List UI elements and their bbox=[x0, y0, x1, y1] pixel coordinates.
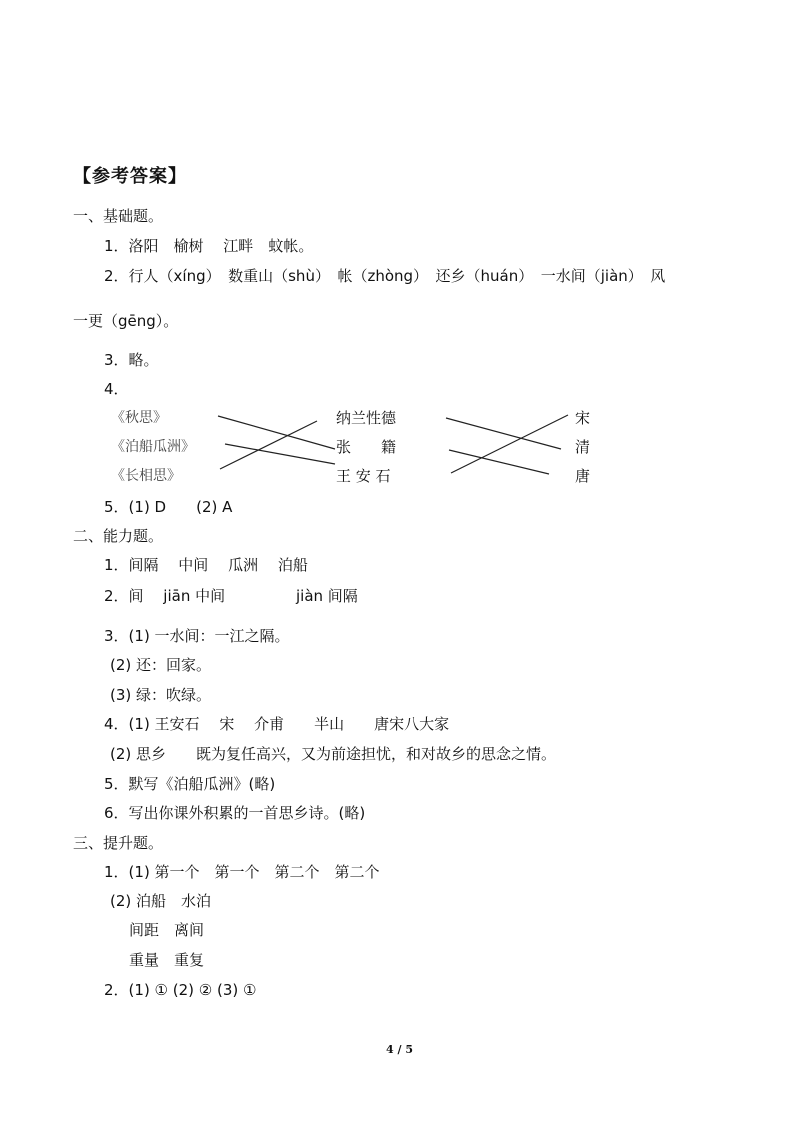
author-zhang-ji: 张 籍 bbox=[336, 438, 397, 456]
poem-changxiangsi: 《长相思》 bbox=[111, 468, 181, 484]
section-1-title: 一、基础题。 bbox=[73, 207, 164, 225]
s1-q2-line1: 2．行人（xíng） 数重山（shù） 帐（zhòng） 还乡（huán） 一水间（jiàn） 风 bbox=[104, 267, 666, 285]
s2-q3-1: 3．(1) 一水间：一江之隔。 bbox=[104, 627, 290, 645]
s3-q1-3: 间距 离间 bbox=[129, 921, 205, 939]
dynasty-qing: 清 bbox=[575, 438, 591, 456]
s3-q1-1: 1．(1) 第一个 第一个 第二个 第二个 bbox=[104, 863, 380, 881]
s2-q4-2: (2) 思乡 既为复任高兴，又为前途担忧，和对故乡的思念之情。 bbox=[110, 745, 557, 763]
s1-q2-line2: 一更（gēng）。 bbox=[73, 312, 179, 330]
match-line-wanganshi-song bbox=[451, 415, 568, 473]
s2-q2a: 2．间 jiān 中间 bbox=[104, 587, 226, 605]
s3-q1-2: (2) 泊船 水泊 bbox=[110, 892, 212, 910]
s2-q6: 6．写出你课外积累的一首思乡诗。(略) bbox=[104, 804, 366, 822]
s2-q3-3: (3) 绿：吹绿。 bbox=[110, 686, 212, 704]
dynasty-tang: 唐 bbox=[575, 467, 591, 485]
dynasty-song: 宋 bbox=[575, 409, 591, 427]
match-line-zhangji-tang bbox=[449, 450, 549, 474]
match-line-changxiangsi-nalan bbox=[220, 421, 317, 469]
s2-q4-1: 4．(1) 王安石 宋 介甫 半山 唐宋八大家 bbox=[104, 715, 450, 733]
s1-q1: 1．洛阳 榆树 江畔 蚊帐。 bbox=[104, 237, 314, 255]
author-nalan-xingde: 纳兰性德 bbox=[336, 409, 397, 427]
s1-q3: 3．略。 bbox=[104, 351, 159, 369]
match-line-nalan-qing bbox=[446, 418, 561, 449]
s1-q4: 4． bbox=[104, 380, 129, 398]
s2-q1: 1．间隔 中间 瓜洲 泊船 bbox=[104, 556, 308, 574]
author-wang-anshi: 王 安 石 bbox=[336, 467, 391, 485]
section-3-title: 三、提升题。 bbox=[73, 834, 164, 852]
s2-q5: 5．默写《泊船瓜洲》(略) bbox=[104, 775, 276, 793]
s2-q2b: jiàn 间隔 bbox=[296, 587, 358, 605]
match-line-bochuan-wanganshi bbox=[225, 444, 335, 464]
s1-q5: 5．(1) D (2) A bbox=[104, 498, 233, 516]
poem-qiusi: 《秋思》 bbox=[111, 410, 167, 426]
poem-bochuan-guazhou: 《泊船瓜洲》 bbox=[111, 439, 195, 455]
page-number: 4 / 5 bbox=[386, 1043, 413, 1056]
section-2-title: 二、能力题。 bbox=[73, 527, 164, 545]
answer-heading: 【参考答案】 bbox=[73, 166, 187, 187]
s2-q3-2: (2) 还：回家。 bbox=[110, 656, 212, 674]
match-line-qiusi-zhangji bbox=[218, 416, 335, 449]
s3-q1-4: 重量 重复 bbox=[129, 951, 205, 969]
s3-q2: 2．(1) ① (2) ② (3) ① bbox=[104, 981, 257, 999]
